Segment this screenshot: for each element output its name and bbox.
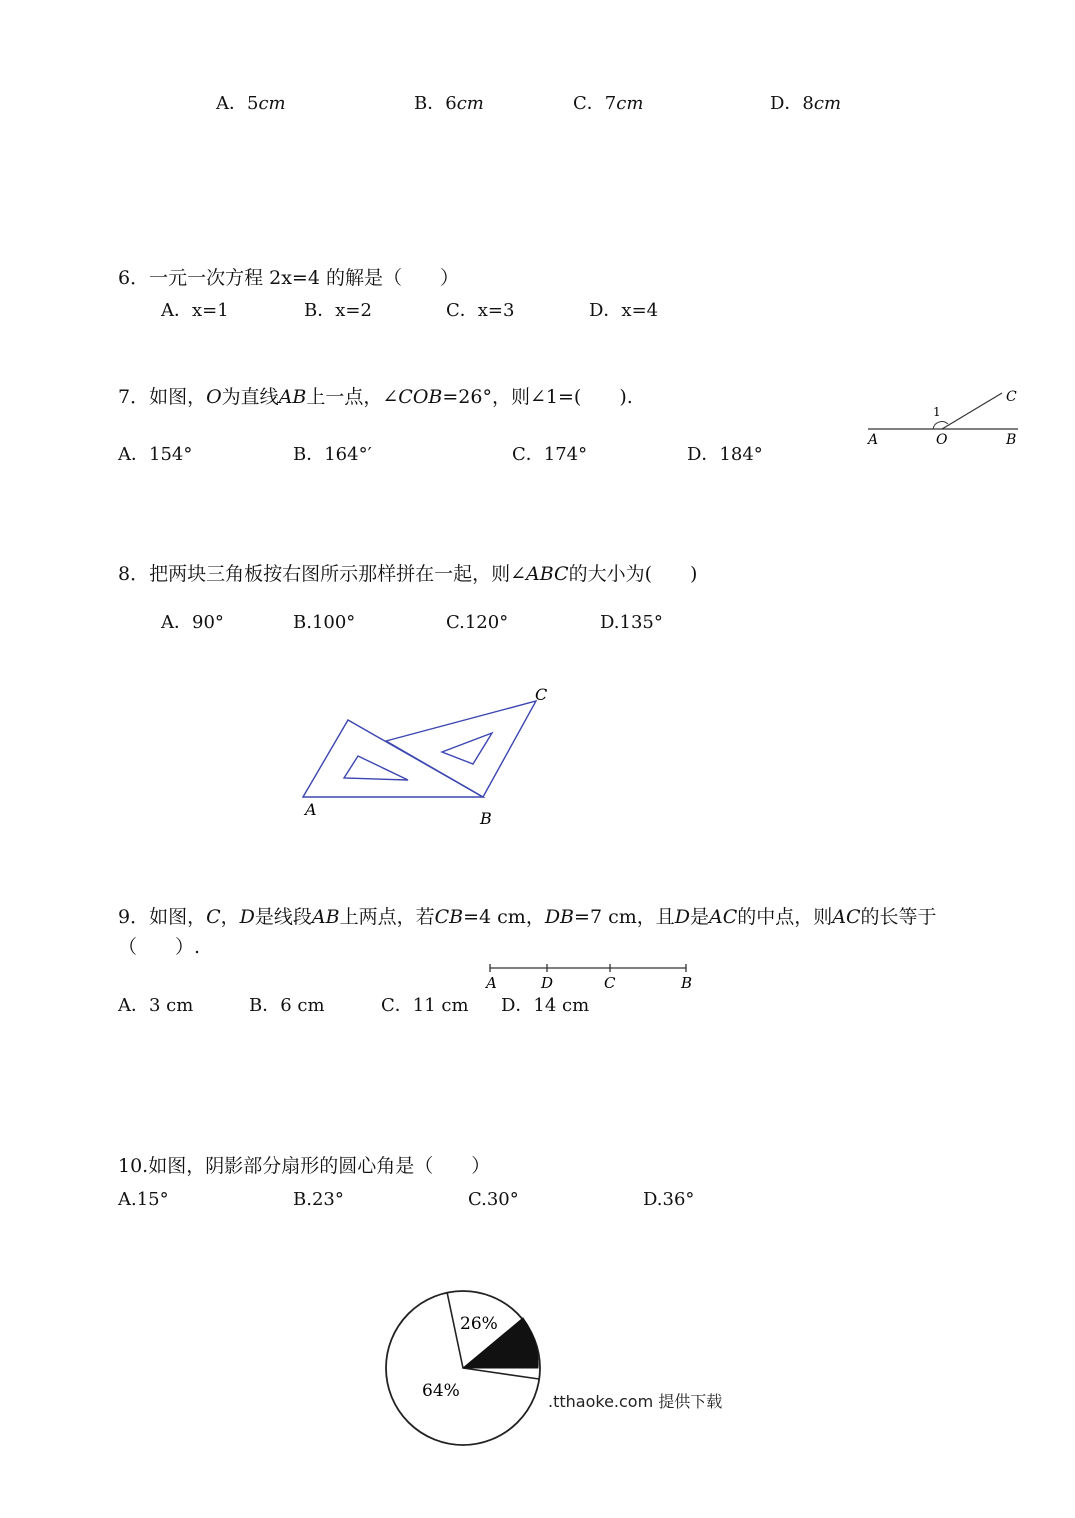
q10-option-a: A.15° [118,1189,169,1210]
q7-option-a: A．154° [118,444,193,465]
q6-option-c: C．x=3 [446,300,515,321]
label-a: A [486,974,497,992]
q10-pie-figure [380,1282,560,1457]
q8-option-b: B.100° [293,612,356,633]
label-angle-1: 1 [933,405,941,419]
label-a: A [305,800,317,819]
q10-stem: 10.如图，阴影部分扇形的圆心角是（ ） [118,1155,491,1177]
triangle-board-1-hole [344,756,408,780]
q9-option-a: A．3 cm [118,995,194,1016]
label-a: A [868,432,879,448]
q9-option-d: D．14 cm [501,995,590,1016]
label-b: B [480,809,492,828]
q7-option-d: D．184° [687,444,763,465]
q6-stem: 6．一元一次方程 2x=4 的解是（ ） [118,267,459,289]
triangle-board-1 [303,720,483,797]
watermark: .tthaoke.com 提供下载 [548,1392,723,1411]
label-b: B [1006,432,1017,448]
q7-stem: 7．如图，O为直线AB上一点，∠COB=26°，则∠1=( ). [118,386,633,408]
label-c: C [535,685,548,704]
q9-option-b: B．6 cm [249,995,325,1016]
q8-option-c: C.120° [446,612,509,633]
q7-option-b: B．164°′ [293,444,372,465]
q9-stem-line2: （ ）. [118,936,201,958]
q5-option-a: A．5cm [216,93,286,114]
q5-option-c: C．7cm [573,93,644,114]
q10-option-c: C.30° [468,1189,519,1210]
q9-stem: 9．如图，C，D是线段AB上两点，若CB=4 cm，DB=7 cm，且D是AC的中点，则AC的长等于 [118,906,937,928]
label-d: D [541,974,554,992]
q10-option-d: D.36° [643,1189,695,1210]
q10-option-b: B.23° [293,1189,344,1210]
q6-option-d: D．x=4 [589,300,659,321]
q5-option-b: B．6cm [414,93,484,114]
label-26-percent: 26% [460,1314,498,1334]
label-c: C [1006,389,1017,405]
label-64-percent: 64% [422,1381,460,1401]
label-c: C [604,974,616,992]
q8-option-a: A．90° [161,612,224,633]
angle-1-arc [933,422,948,429]
ray-oc [942,393,1002,429]
triangle-board-2-hole [442,733,492,764]
q7-figure [860,380,1030,450]
label-o: O [936,432,948,448]
q6-option-a: A．x=1 [161,300,229,321]
q7-option-c: C．174° [512,444,588,465]
q8-stem: 8．把两块三角板按右图所示那样拼在一起，则∠ABC的大小为( ) [118,563,698,585]
q9-option-c: C．11 cm [381,995,469,1016]
q6-option-b: B．x=2 [304,300,372,321]
q9-figure [482,958,702,998]
q8-figure [296,680,566,840]
q5-option-d: D．8cm [770,93,842,114]
triangle-board-2 [386,701,536,797]
label-b: B [681,974,693,992]
q8-option-d: D.135° [600,612,663,633]
